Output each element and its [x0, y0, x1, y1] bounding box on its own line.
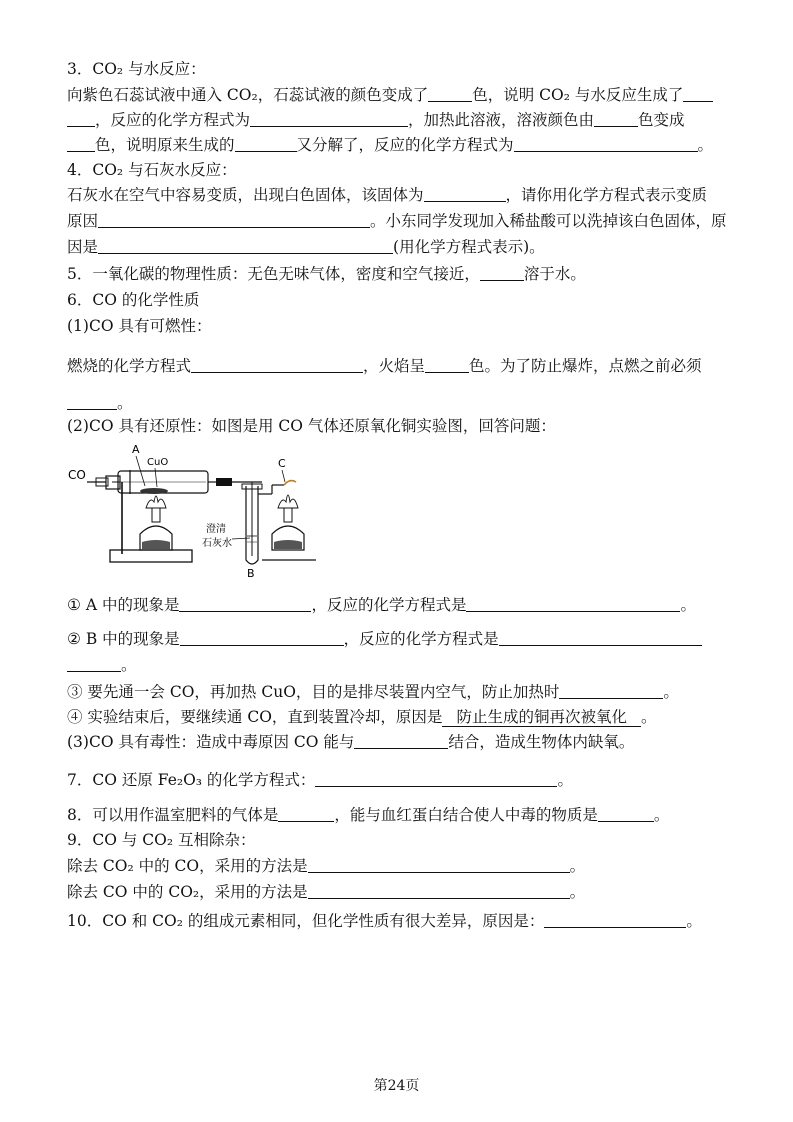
blank[interactable] [425, 356, 469, 373]
label-cuo: CuO [147, 457, 169, 468]
cuo-powder [140, 488, 168, 494]
blank[interactable] [428, 85, 472, 102]
blank[interactable] [67, 655, 121, 672]
blank[interactable] [683, 85, 713, 102]
blank[interactable] [466, 595, 680, 612]
q4-line3: 因是 (用化学方程式表示)。 [67, 238, 545, 256]
flame-icon [146, 496, 166, 508]
blank[interactable] [235, 135, 297, 152]
q3-line1: 向紫色石蕊试液中通入 CO₂，石蕊试液的颜色变成了 色，说明 CO₂ 与水反应生成了 [67, 84, 713, 106]
q6-burn-line2: 。 [67, 392, 133, 414]
q4-line2: 原因 。小东同学发现加入稀盐酸可以洗掉该白色固体，原 [67, 212, 727, 230]
blank[interactable] [278, 805, 334, 822]
blank[interactable] [191, 356, 363, 373]
blank[interactable] [480, 264, 524, 281]
label-b: B [247, 567, 255, 580]
label-c: C [278, 457, 286, 470]
label-clear: 澄清 [206, 524, 226, 535]
q6-step2: ② B 中的现象是 ，反应的化学方程式是 [67, 628, 702, 650]
q6-part3: (3)CO 具有毒性：造成中毒原因 CO 能与 结合，造成生物体内缺氧。 [67, 733, 635, 751]
q4-line1: 石灰水在空气中容易变质，出现白色固体，该固体为 ，请你用化学方程式表示变质 [67, 186, 708, 204]
q8-line: 8．可以用作温室肥料的气体是 ，能与血红蛋白结合使人中毒的物质是 。 [67, 806, 670, 824]
blank[interactable] [180, 629, 344, 646]
q9-title: 9．CO 与 CO₂ 互相除杂： [67, 831, 256, 849]
q6-part2: (2)CO 具有还原性：如图是用 CO 气体还原氧化铜实验图，回答问题： [67, 417, 556, 435]
blank[interactable] [67, 393, 117, 410]
blank[interactable] [424, 185, 506, 202]
q3-line3: 色，说明原来生成的 又分解了，反应的化学方程式为 。 [67, 134, 713, 156]
blank[interactable] [308, 856, 570, 873]
q3-line2: ，反应的化学方程式为 ，加热此溶液，溶液颜色由 色变成 [67, 109, 685, 131]
page-number: 第24页 [373, 1078, 420, 1094]
blank[interactable] [514, 135, 698, 152]
label-limewater: 石灰水 [202, 538, 232, 549]
q5-line: 5．一氧化碳的物理性质：无色无味气体，密度和空气接近， 溶于水。 [67, 265, 586, 283]
co-reduction-apparatus [66, 438, 336, 580]
q9-row1: 除去 CO₂ 中的 CO，采用的方法是 。 [67, 857, 586, 875]
q6-title: 6．CO 的化学性质 [67, 291, 200, 309]
blank[interactable] [559, 682, 663, 699]
blank[interactable] [308, 882, 570, 899]
blank[interactable] [179, 595, 311, 612]
blank[interactable] [499, 629, 702, 646]
blank[interactable] [598, 805, 654, 822]
flame-icon-2 [278, 495, 298, 508]
q9-row2: 除去 CO 中的 CO₂，采用的方法是 。 [67, 883, 586, 901]
q6-step2-cont: 。 [67, 654, 137, 676]
q7-line: 7．CO 还原 Fe₂O₃ 的化学方程式： 。 [67, 771, 573, 789]
q6-part1: (1)CO 具有可燃性： [67, 317, 212, 335]
q3-title: 3．CO₂ 与水反应： [67, 60, 206, 78]
q6-step1: ① A 中的现象是 ，反应的化学方程式是 。 [67, 596, 696, 614]
blank[interactable] [594, 110, 638, 127]
blank[interactable] [250, 110, 408, 127]
burning-co-flame [284, 481, 296, 485]
blank[interactable] [98, 211, 370, 228]
blank[interactable] [67, 135, 95, 152]
q6-step3: ③ 要先通一会 CO，再加热 CuO，目的是排尽装置内空气，防止加热时 。 [67, 683, 679, 701]
filled-answer: 防止生成的铜再次被氧化 [442, 708, 641, 727]
blank[interactable] [354, 732, 448, 749]
label-a: A [132, 443, 140, 456]
q4-title: 4．CO₂ 与石灰水反应： [67, 161, 237, 179]
blank[interactable] [67, 110, 95, 127]
blank[interactable] [98, 237, 393, 254]
blank[interactable] [544, 911, 686, 928]
label-co: CO [68, 468, 86, 482]
q10-line: 10．CO 和 CO₂ 的组成元素相同，但化学性质有很大差异，原因是： 。 [67, 912, 702, 930]
blank[interactable] [315, 770, 557, 787]
q6-step4: ④ 实验结束后，要继续通 CO，直到装置冷却，原因是 防止生成的铜再次被氧化 。 [67, 708, 657, 726]
q6-burn-line: 燃烧的化学方程式 ，火焰呈 色。为了防止爆炸，点燃之前必须 [67, 357, 702, 375]
